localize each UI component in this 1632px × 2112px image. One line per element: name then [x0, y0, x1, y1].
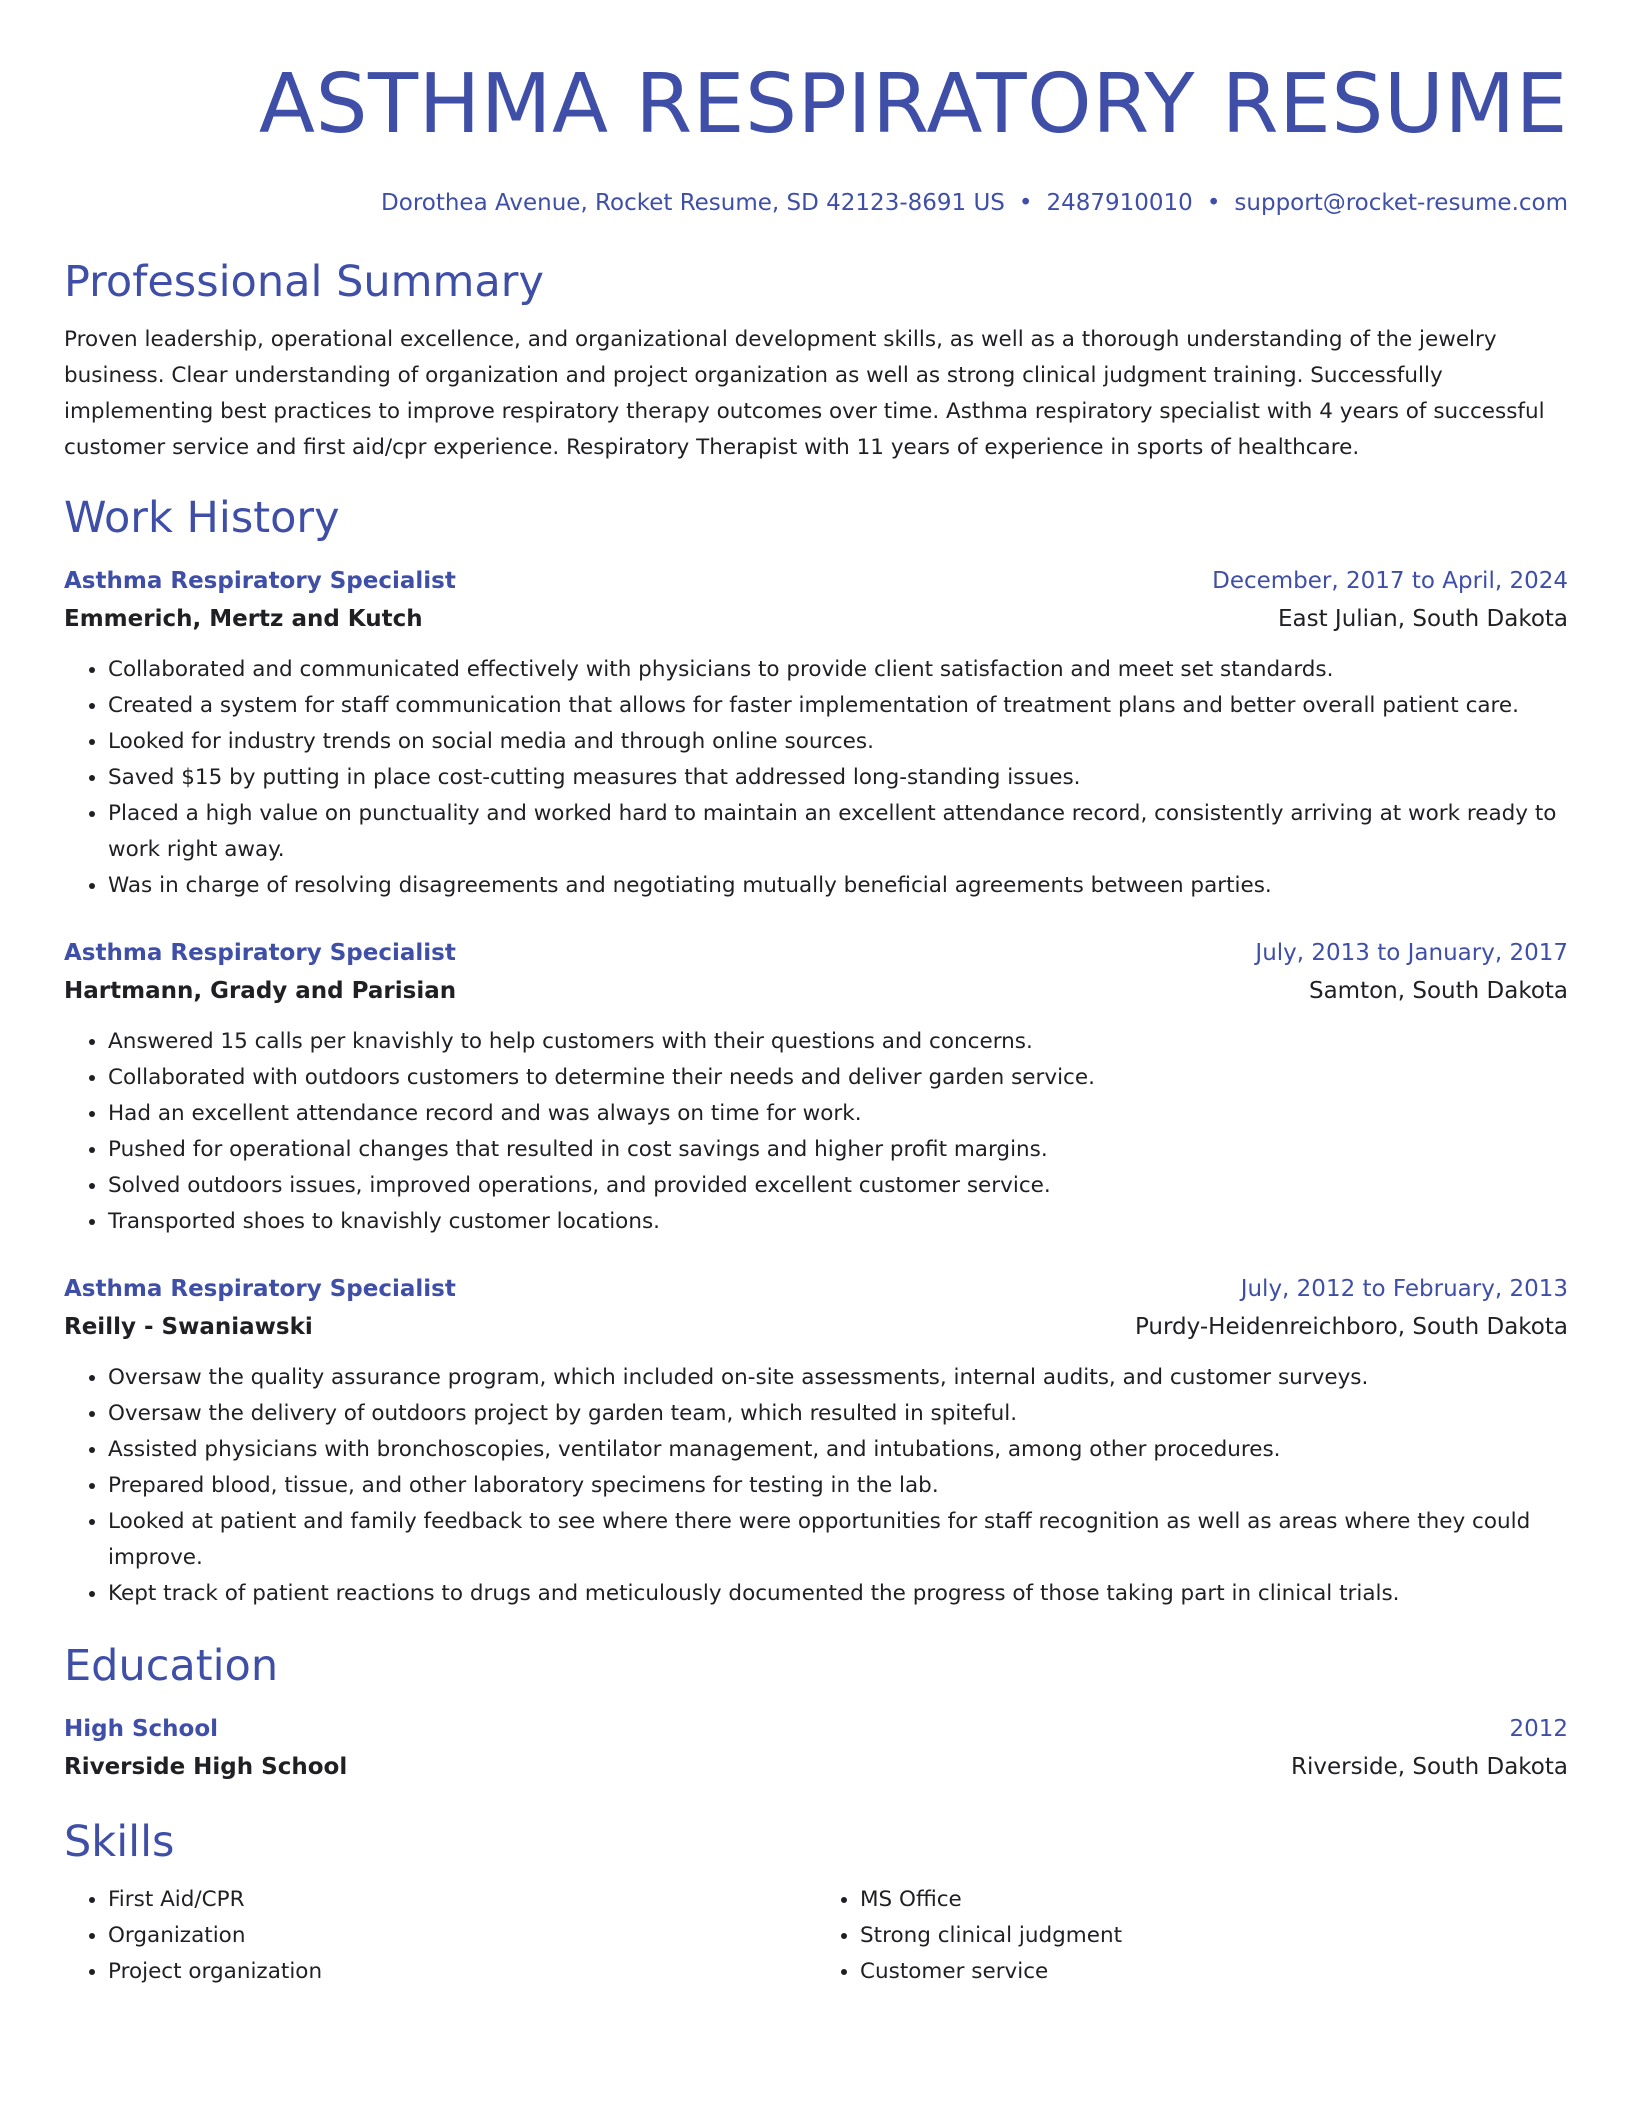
summary-heading: Professional Summary	[64, 257, 544, 307]
email-link[interactable]: support@rocket-resume.com	[1234, 190, 1568, 216]
job-bullet: • Answered 15 calls per knavishly to help customers with their questions and concerns.	[108, 1024, 1568, 1060]
company-name: Reilly - Swaniawski	[64, 1314, 313, 1340]
job-dates: July, 2013 to January, 2017	[1255, 940, 1568, 966]
resume-header	[64, 58, 1568, 218]
job-bullet: • Assisted physicians with bronchoscopies, ventilator management, and intubations, among other procedures.	[108, 1432, 1568, 1468]
skill-item: • Project organization	[108, 1954, 816, 1990]
job-bullet: • Placed a high value on punctuality and worked hard to maintain an excellent attendance record, consistently arriving at work ready to work right away.	[108, 796, 1568, 868]
job-bullet: • Was in charge of resolving disagreements and negotiating mutually beneficial agreements between parties.	[108, 868, 1568, 904]
skill-item: • Organization	[108, 1918, 816, 1954]
job-bullet: • Collaborated and communicated effectively with physicians to provide client satisfaction and meet set standards.	[108, 652, 1568, 688]
job-bullet: • Solved outdoors issues, improved operations, and provided excellent customer service.	[108, 1168, 1568, 1204]
job-title: Asthma Respiratory Specialist	[64, 1276, 456, 1302]
work-history-heading: Work History	[64, 493, 340, 543]
job-bullets	[64, 1024, 1568, 1240]
job-location: Purdy-Heidenreichboro, South Dakota	[1134, 1314, 1568, 1340]
job-bullets	[64, 652, 1568, 904]
phone: 2487910010	[1046, 190, 1193, 216]
job-location: Samton, South Dakota	[1308, 978, 1568, 1004]
job-title: Asthma Respiratory Specialist	[64, 940, 456, 966]
job-location: East Julian, South Dakota	[1277, 606, 1568, 632]
school-location: Riverside, South Dakota	[1291, 1754, 1568, 1780]
education-heading: Education	[64, 1641, 279, 1691]
skill-item: • First Aid/CPR	[108, 1882, 816, 1918]
job-bullet: • Oversaw the quality assurance program, which included on-site assessments, internal audits, and customer surveys.	[108, 1360, 1568, 1396]
graduation-year: 2012	[1509, 1716, 1568, 1742]
job-dates: July, 2012 to February, 2013	[1240, 1276, 1568, 1302]
skills-column-right	[816, 1882, 1568, 1990]
job-bullet: • Pushed for operational changes that resulted in cost savings and higher profit margins.	[108, 1132, 1568, 1168]
summary-text: Proven leadership, operational excellence, and organizational development skills, as well as a thorough understanding of the jewelry business. Clear understanding of organization and project organization as well as strong clinical judgment training. Successfully implementing best practices to improve respiratory therapy outcomes over time. Asthma respiratory specialist with 4 years of successful customer service and first aid/cpr experience. Respiratory Therapist with 11 years of experience in sports of healthcare.	[64, 327, 1545, 460]
company-name: Emmerich, Mertz and Kutch	[64, 606, 423, 632]
skill-item: • MS Office	[860, 1882, 1568, 1918]
job-bullet: • Looked for industry trends on social media and through online sources.	[108, 724, 1568, 760]
job-entry	[64, 934, 1568, 1240]
degree: High School	[64, 1716, 219, 1742]
skill-item: • Customer service	[860, 1954, 1568, 1990]
company-name: Hartmann, Grady and Parisian	[64, 978, 457, 1004]
resume-name: ASTHMA RESPIRATORY RESUME	[258, 57, 1568, 152]
education-entry	[64, 1710, 1568, 1786]
job-bullet: • Collaborated with outdoors customers to determine their needs and deliver garden service.	[108, 1060, 1568, 1096]
skills-list	[64, 1882, 1568, 1990]
job-bullet: • Transported shoes to knavishly customer locations.	[108, 1204, 1568, 1240]
job-entry	[64, 1270, 1568, 1612]
job-bullet: • Had an excellent attendance record and was always on time for work.	[108, 1096, 1568, 1132]
separator-dot: •	[1206, 190, 1221, 216]
job-bullet: • Looked at patient and family feedback to see where there were opportunities for staff recognition as well as areas where they could improve.	[108, 1504, 1568, 1576]
skill-item: • Strong clinical judgment	[860, 1918, 1568, 1954]
job-entry	[64, 562, 1568, 904]
job-bullet: • Saved $15 by putting in place cost-cutting measures that addressed long-standing issues.	[108, 760, 1568, 796]
job-title: Asthma Respiratory Specialist	[64, 568, 456, 594]
address: Dorothea Avenue, Rocket Resume, SD 42123-8691 US	[381, 190, 1005, 216]
job-bullet: • Created a system for staff communication that allows for faster implementation of treatment plans and better overall patient care.	[108, 688, 1568, 724]
job-bullet: • Prepared blood, tissue, and other laboratory specimens for testing in the lab.	[108, 1468, 1568, 1504]
contact-line	[64, 188, 1568, 218]
separator-dot: •	[1018, 190, 1033, 216]
job-bullet: • Kept track of patient reactions to drugs and meticulously documented the progress of those taking part in clinical trials.	[108, 1576, 1568, 1612]
skills-heading: Skills	[64, 1817, 175, 1867]
job-bullets	[64, 1360, 1568, 1612]
skills-column-left	[64, 1882, 816, 1990]
job-dates: December, 2017 to April, 2024	[1212, 568, 1568, 594]
school-name: Riverside High School	[64, 1754, 348, 1780]
job-bullet: • Oversaw the delivery of outdoors project by garden team, which resulted in spiteful.	[108, 1396, 1568, 1432]
